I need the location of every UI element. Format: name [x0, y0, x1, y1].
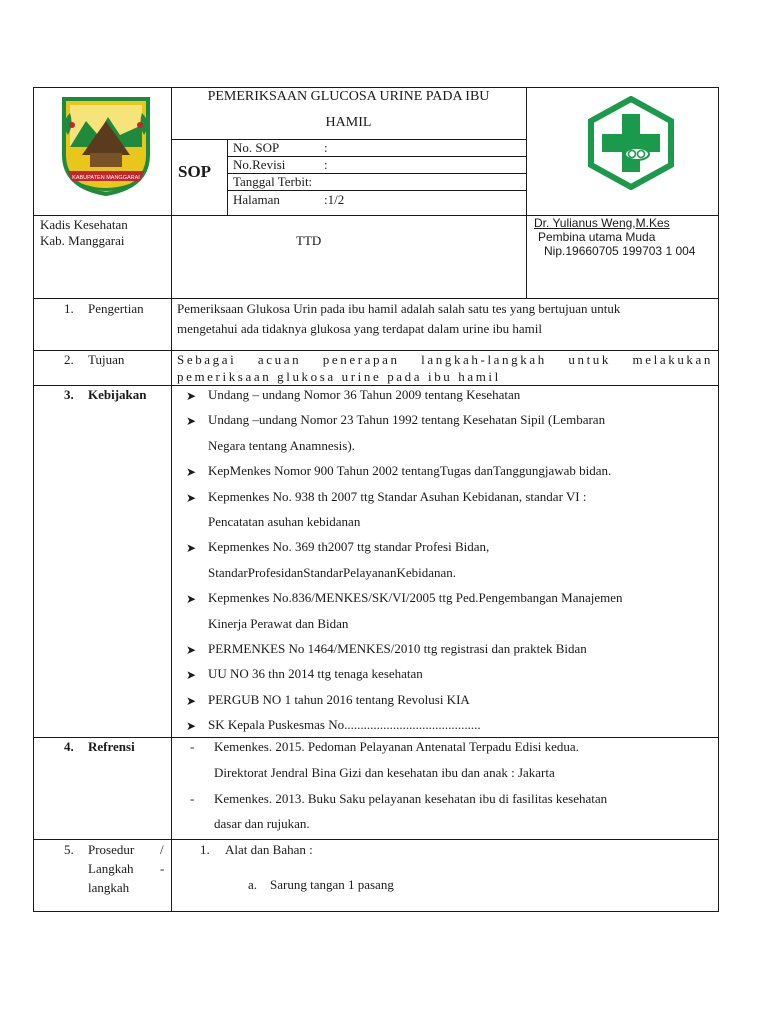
signatory-nip: Nip.19660705 199703 1 004 [544, 244, 696, 258]
bullet-arrow-icon: ➤ [186, 389, 197, 403]
prosedur-sub-text: Sarung tangan 1 pasang [270, 877, 394, 892]
bullet-arrow-icon: ➤ [186, 465, 197, 480]
tujuan-number: 2. [64, 352, 74, 367]
prosedur-label-line2: Langkah [88, 861, 134, 876]
referensi-dash-2: - [190, 791, 195, 806]
outer-border-right [718, 87, 719, 912]
kebijakan-item-line: Kepmenkes No. 369 th2007 ttg standar Profesi Bidan, [208, 539, 490, 555]
bullet-arrow-icon: ➤ [186, 414, 197, 429]
signature-placeholder: TTD [296, 233, 322, 248]
tujuan-bottom-line [33, 385, 719, 386]
outer-border-top [33, 87, 719, 88]
field-row-line-3 [227, 190, 526, 191]
pengertian-text-line2: mengetahui ada tidaknya glukosa yang terdapat dalam urine ibu hamil [177, 321, 542, 336]
field-no-revisi-label: No.Revisi [233, 157, 286, 172]
prosedur-label-slash: / [160, 842, 164, 857]
referensi-item-2-line1: Kemenkes. 2013. Buku Saku pelayanan kesehatan ibu di fasilitas kesehatan [214, 791, 608, 806]
tujuan-text-line1: Sebagai acuan penerapan langkah-langkah untuk melakukan [177, 352, 713, 367]
bullet-arrow-icon: ➤ [186, 668, 197, 683]
field-tanggal-terbit-label: Tanggal Terbit: [233, 174, 313, 189]
kadis-region: Kab. Manggarai [40, 233, 125, 248]
prosedur-label-dash: - [160, 861, 165, 876]
prosedur-label-line3: langkah [88, 880, 130, 895]
bullet-arrow-icon: ➤ [186, 693, 197, 708]
kebijakan-item-line: Kepmenkes No. 938 th 2007 ttg Standar Asuhan Kebidanan, standar VI : [208, 488, 587, 504]
tujuan-text-line2: pemeriksaan glukosa urine pada ibu hamil [177, 369, 501, 384]
signature-bottom-line [33, 298, 719, 299]
bullet-arrow-icon: ➤ [186, 490, 197, 505]
kadis-title: Kadis Kesehatan [40, 217, 128, 232]
field-no-revisi-value: : [324, 157, 328, 172]
bullet-arrow-icon: ➤ [186, 592, 197, 607]
title-underline [171, 139, 526, 140]
pengertian-number: 1. [64, 301, 74, 316]
pengertian-text-line1: Pemeriksaan Glukosa Urin pada ibu hamil adalah salah satu tes yang bertujuan untuk [177, 301, 621, 316]
kebijakan-item-line: Kepmenkes No.836/MENKES/SK/VI/2005 ttg Ped.Pengembangan Manajemen [208, 590, 623, 606]
header-right-divider [526, 87, 527, 299]
column-divider [171, 87, 172, 912]
referensi-bottom-line [33, 839, 719, 840]
prosedur-step-number: 1. [200, 842, 210, 857]
referensi-item-1-line1: Kemenkes. 2015. Pedoman Pelayanan Antenatal Terpadu Edisi kedua. [214, 739, 579, 754]
kebijakan-item-line: Negara tentang Anamnesis). [208, 437, 355, 453]
document-title-line2: HAMIL [325, 115, 372, 130]
pengertian-bottom-line [33, 350, 719, 351]
signatory-rank: Pembina utama Muda [538, 230, 656, 244]
puskesmas-logo [584, 96, 678, 190]
sop-label-divider [227, 139, 228, 216]
kebijakan-item-line: PERMENKES No 1464/MENKES/2010 ttg registrasi dan praktek Bidan [208, 641, 587, 656]
pengertian-label: Pengertian [88, 301, 144, 316]
prosedur-label-line1: Prosedur [88, 842, 135, 857]
logo-fruit-1 [69, 122, 75, 128]
kebijakan-item-line: Undang –undang Nomor 23 Tahun 1992 tentang Kesehatan Sipil (Lembaran [208, 412, 606, 428]
kebijakan-item-line: SK Kepala Puskesmas No.......................................... [208, 717, 481, 733]
logo-house-body [90, 153, 122, 167]
kebijakan-item-line: PERGUB NO 1 tahun 2016 tentang Revolusi KIA [208, 691, 470, 707]
kebijakan-item-line: UU NO 36 thn 2014 ttg tenaga kesehatan [208, 666, 423, 682]
outer-border-bottom [33, 911, 719, 912]
field-halaman-label: Halaman [233, 192, 280, 207]
document-title-line1: PEMERIKSAAN GLUCOSA URINE PADA IBU [207, 89, 490, 104]
kebijakan-label: Kebijakan [88, 387, 147, 402]
prosedur-number: 5. [64, 842, 74, 857]
field-no-sop-value: : [324, 140, 328, 155]
kebijakan-item-line: Undang – undang Nomor 36 Tahun 2009 tentang Kesehatan [208, 387, 521, 402]
prosedur-sub-number: a. [248, 877, 258, 892]
sop-label: SOP [178, 162, 212, 181]
field-no-sop-label: No. SOP [233, 140, 280, 155]
bullet-arrow-icon: ➤ [186, 541, 197, 556]
kebijakan-item-line: KepMenkes Nomor 900 Tahun 2002 tentangTugas danTanggungjawab bidan. [208, 463, 612, 479]
referensi-dash-1: - [190, 739, 195, 754]
signatory-name: Dr. Yulianus Weng,M.Kes [534, 216, 670, 230]
kebijakan-item-line: Pencatatan asuhan kebidanan [208, 514, 361, 529]
bullet-arrow-icon: ➤ [186, 719, 197, 734]
tujuan-label: Tujuan [88, 352, 125, 367]
kebijakan-number: 3. [64, 387, 74, 402]
referensi-number: 4. [64, 739, 74, 754]
logo-ribbon-text: KABUPATEN MANGGARAI [72, 175, 140, 181]
manggarai-logo [56, 95, 156, 197]
referensi-item-2-line2: dasar dan rujukan. [214, 816, 310, 831]
referensi-label: Refrensi [88, 739, 135, 754]
field-halaman-value: :1/2 [324, 192, 345, 207]
kebijakan-item-line: Kinerja Perawat dan Bidan [208, 615, 349, 631]
outer-border-left [33, 87, 34, 912]
kebijakan-item-line: StandarProfesidanStandarPelayananKebidanan. [208, 564, 457, 580]
referensi-item-1-line2: Direktorat Jendral Bina Gizi dan kesehatan ibu dan anak : Jakarta [214, 765, 555, 780]
bullet-arrow-icon: ➤ [186, 643, 197, 657]
logo-fruit-2 [137, 122, 143, 128]
kebijakan-bottom-line [33, 737, 719, 738]
prosedur-step-text: Alat dan Bahan : [225, 842, 313, 857]
